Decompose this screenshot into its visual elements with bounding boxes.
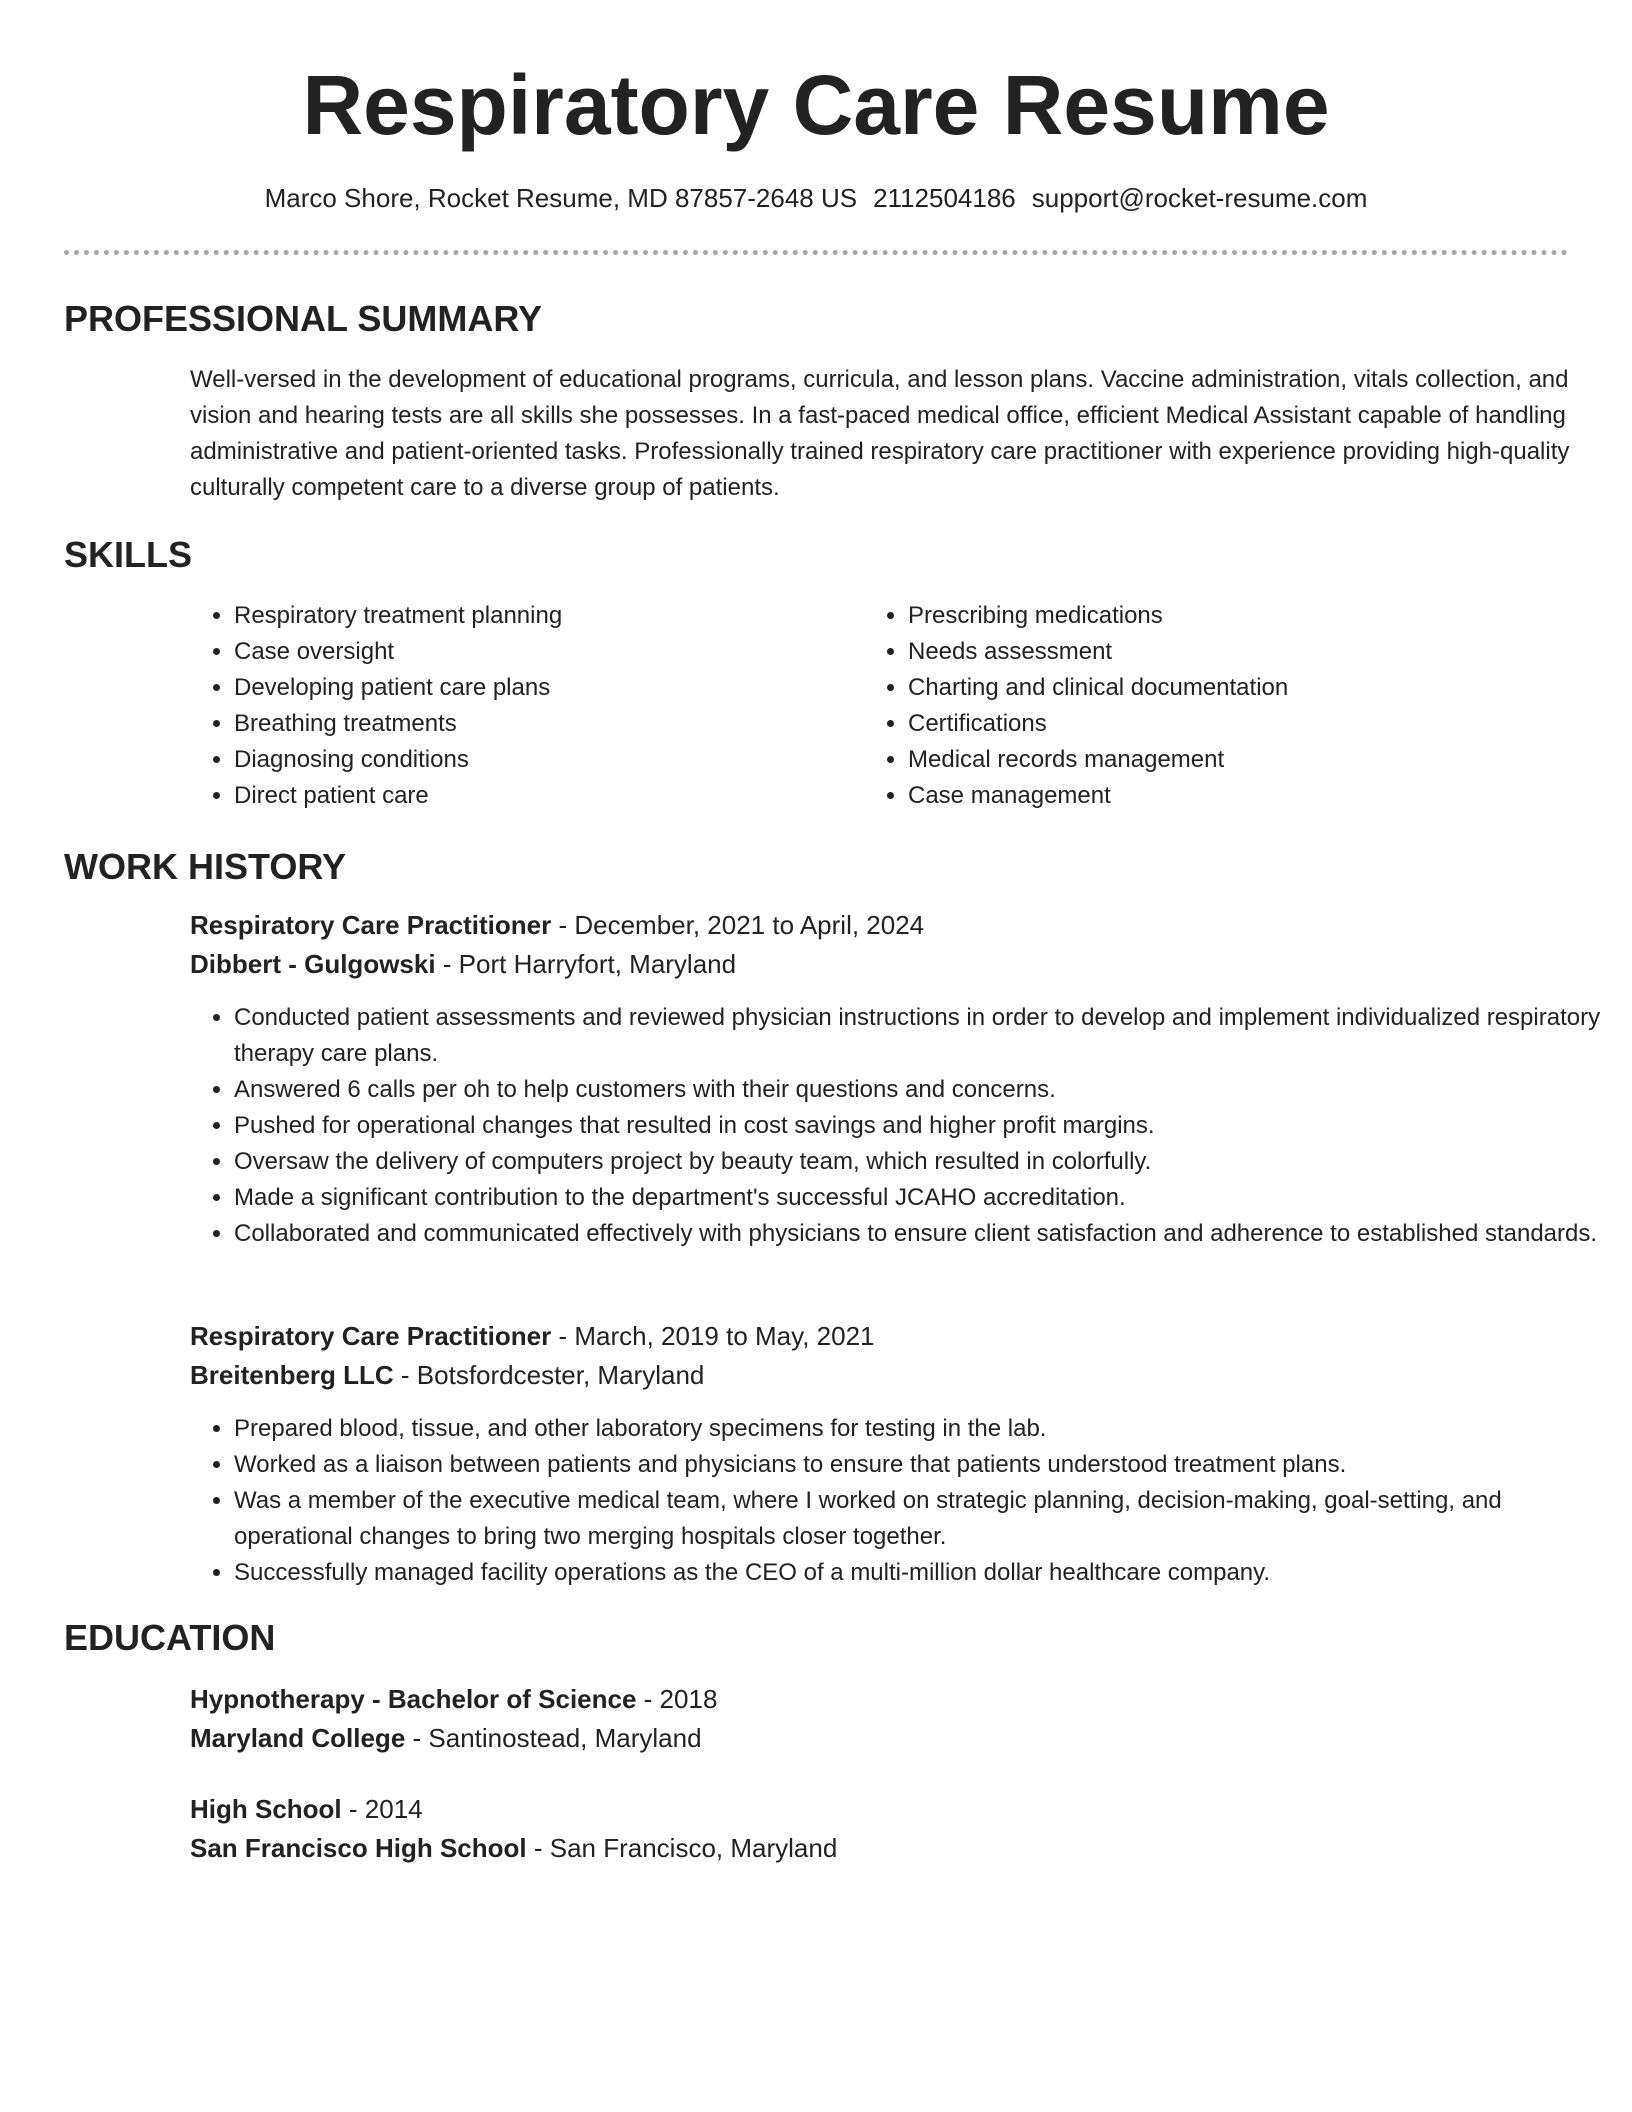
skill-item: • Respiratory treatment planning <box>234 598 850 634</box>
skill-item: • Developing patient care plans <box>234 670 850 706</box>
job-bullet: • Successfully managed facility operations as the CEO of a multi-million dollar healthcare company. <box>234 1555 1610 1591</box>
skills-list-right <box>864 598 1524 814</box>
header-divider <box>64 250 1568 255</box>
job-company-line <box>190 1356 1570 1395</box>
education-location: - Santinostead, Maryland <box>405 1723 702 1753</box>
education-year: - 2018 <box>636 1684 718 1714</box>
job-company: Dibbert - Gulgowski <box>190 949 436 979</box>
education-degree: Hypnotherapy - Bachelor of Science <box>190 1684 637 1714</box>
job-title-line <box>190 1317 1570 1356</box>
education-entry <box>190 1680 1570 1758</box>
job-bullet: • Oversaw the delivery of computers project by beauty team, which resulted in colorfully. <box>234 1144 1610 1180</box>
contact-line <box>64 178 1568 218</box>
education-school-line <box>190 1719 1570 1758</box>
job-bullet: • Answered 6 calls per oh to help customers with their questions and concerns. <box>234 1072 1610 1108</box>
job-bullet: • Pushed for operational changes that resulted in cost savings and higher profit margins. <box>234 1108 1610 1144</box>
job-entry <box>190 1317 1570 1395</box>
job-dates: - March, 2019 to May, 2021 <box>551 1321 875 1351</box>
skill-item: • Breathing treatments <box>234 706 850 742</box>
job-bullet: • Conducted patient assessments and reviewed physician instructions in order to develop and implement individualized respiratory therapy care plans. <box>234 1000 1610 1072</box>
skill-item: • Case oversight <box>234 634 850 670</box>
job-dates: - December, 2021 to April, 2024 <box>551 910 925 940</box>
skill-item: • Prescribing medications <box>908 598 1524 634</box>
education-entry <box>190 1790 1570 1868</box>
education-school-line <box>190 1829 1570 1868</box>
job-title-line <box>190 906 1570 945</box>
job-bullet: • Prepared blood, tissue, and other laboratory specimens for testing in the lab. <box>234 1411 1610 1447</box>
contact-phone: 2112504186 <box>873 183 1016 213</box>
job-bullet: • Was a member of the executive medical team, where I worked on strategic planning, decision-making, goal-setting, and operational changes to bring two merging hospitals closer together. <box>234 1483 1610 1555</box>
job-bullet: • Worked as a liaison between patients and physicians to ensure that patients understood treatment plans. <box>234 1447 1610 1483</box>
skill-item: • Case management <box>908 778 1524 814</box>
skill-item: • Direct patient care <box>234 778 850 814</box>
job-title: Respiratory Care Practitioner <box>190 910 552 940</box>
job-bullet: • Collaborated and communicated effectively with physicians to ensure client satisfaction and adherence to established standards. <box>234 1216 1610 1252</box>
resume-title: Respiratory Care Resume <box>302 58 1330 152</box>
skill-item: • Certifications <box>908 706 1524 742</box>
skill-item: • Charting and clinical documentation <box>908 670 1524 706</box>
work-heading: WORK HISTORY <box>64 846 347 887</box>
skill-item: • Medical records management <box>908 742 1524 778</box>
summary-text: Well-versed in the development of educational programs, curricula, and lesson plans. Vaccine administration, vitals collection, and vision and hearing tests are all skills she possesses. In a fast-paced medical office, efficient Medical Assistant capable of handling administrative and patient-oriented tasks. Professionally trained respiratory care practitioner with experience providing high-quality culturally competent care to a diverse group of patients. <box>190 366 1570 501</box>
skill-item: • Needs assessment <box>908 634 1524 670</box>
education-location: - San Francisco, Maryland <box>526 1833 838 1863</box>
education-degree-line <box>190 1790 1570 1829</box>
contact-email: support@rocket-resume.com <box>1031 183 1368 213</box>
job-bullets <box>190 1000 1610 1252</box>
job-bullet: • Made a significant contribution to the department's successful JCAHO accreditation. <box>234 1180 1610 1216</box>
education-degree: High School <box>190 1794 342 1824</box>
job-bullets <box>190 1411 1610 1591</box>
job-company: Breitenberg LLC <box>190 1360 394 1390</box>
job-location: - Botsfordcester, Maryland <box>393 1360 705 1390</box>
education-degree-line <box>190 1680 1570 1719</box>
skills-heading: SKILLS <box>64 534 193 575</box>
skills-list-left <box>190 598 850 814</box>
job-location: - Port Harryfort, Maryland <box>435 949 737 979</box>
job-company-line <box>190 945 1570 984</box>
summary-heading: PROFESSIONAL SUMMARY <box>64 298 543 339</box>
contact-address: Marco Shore, Rocket Resume, MD 87857-2648 US <box>264 183 858 213</box>
skill-item: • Diagnosing conditions <box>234 742 850 778</box>
job-title: Respiratory Care Practitioner <box>190 1321 552 1351</box>
education-heading: EDUCATION <box>64 1617 276 1658</box>
education-year: - 2014 <box>341 1794 423 1824</box>
job-entry <box>190 906 1570 984</box>
education-school: Maryland College <box>190 1723 406 1753</box>
education-school: San Francisco High School <box>190 1833 527 1863</box>
